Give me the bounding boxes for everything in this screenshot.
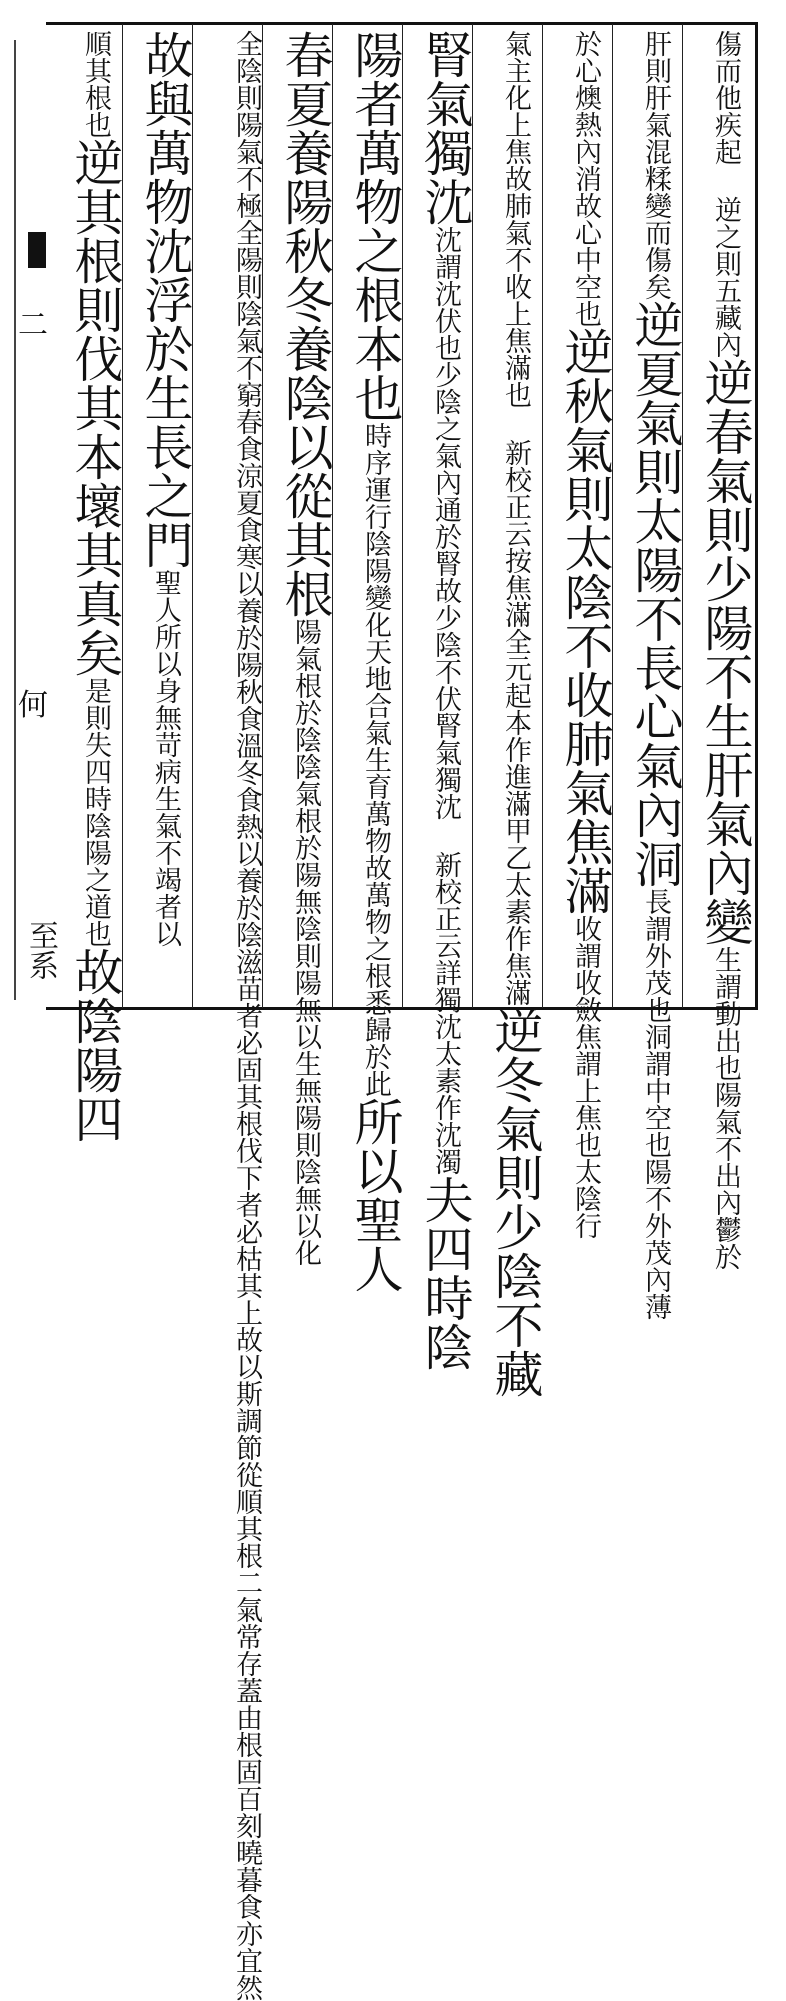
- main-text: 春夏養陽秋冬養陰以從其根: [277, 30, 334, 618]
- text-column: [266, 30, 334, 1266]
- commentary-text: 聖人所以身無苛病生氣不竭者以: [150, 569, 181, 947]
- text-column: [196, 30, 262, 2001]
- text-column: [56, 30, 124, 1143]
- margin-mark-top: 二: [18, 308, 48, 343]
- main-text: 故陰陽四: [67, 947, 124, 1143]
- text-column: [126, 30, 194, 1002]
- commentary-text: 於心燠熱內消故心中空也: [570, 30, 601, 327]
- main-text: 所以聖人: [347, 1097, 404, 1293]
- column-rule: [262, 24, 263, 1008]
- commentary-text: 全陰則陽氣不極全陽則陰氣不窮春食涼夏食寒以養於陽秋食溫冬食熱以養於陰滋苗者必固其根伐下者必枯其上故以斯調節從順其根二氣常存蓋由根固百刻曉暮食亦宜然: [231, 30, 262, 2001]
- main-text: 逆其根則伐其本壞其真矣: [67, 138, 124, 677]
- commentary-text: 肝則肝氣混糅變而傷矣: [640, 30, 671, 300]
- page-fore-edge: [0, 0, 58, 1036]
- fore-edge-line: [14, 40, 16, 1000]
- commentary-text: 傷而他疾起 逆之則五藏內: [710, 30, 741, 358]
- text-column: [616, 30, 684, 1320]
- main-text: 逆夏氣則太陽不長心氣內洞: [627, 300, 684, 888]
- text-column: [546, 30, 614, 1239]
- main-text: 逆冬氣則少陰不藏: [487, 1006, 544, 1398]
- commentary-text: 陽氣根於陰陰氣根於陽無陰則陽無以生無陽則陰無以化: [290, 618, 321, 1266]
- commentary-text: 時序運行陰陽變化天地合氣生育萬物故萬物之根悉歸於此: [360, 422, 391, 1097]
- text-column: [476, 30, 544, 1398]
- fore-edge-black-tab: [28, 232, 46, 268]
- commentary-text: 順其根也: [80, 30, 111, 138]
- commentary-text: 是則失四時陰陽之道也: [80, 677, 111, 947]
- main-text: 夫四時陰: [417, 1175, 474, 1371]
- commentary-text: 沈謂沈伏也少陰之氣內通於腎故少陰不伏腎氣獨沈 新校正云詳獨沈太素作沈濁: [430, 226, 461, 1175]
- main-text: 腎氣獨沈: [417, 30, 474, 226]
- commentary-text: 氣主化上焦故肺氣不收上焦滿也 新校正云按焦滿全元起本作進滿甲乙太素作焦滿: [500, 30, 531, 1006]
- text-column: [406, 30, 474, 1371]
- margin-mark-bottom: 至系: [23, 920, 58, 980]
- main-text: 故與萬物沈浮於生長之門: [137, 30, 194, 569]
- main-text: 陽者萬物之根本也: [347, 30, 404, 422]
- main-text: 逆秋氣則太陰不收肺氣焦滿: [557, 327, 614, 915]
- margin-mark-mid: 何: [18, 688, 48, 723]
- text-column: [686, 30, 754, 1270]
- main-text: 逆春氣則少陽不生肝氣內變: [697, 358, 754, 946]
- commentary-text: 長謂外茂也洞謂中空也陽不外茂內薄: [640, 888, 671, 1320]
- text-column: [336, 30, 404, 1293]
- commentary-text: 收謂收斂焦謂上焦也太陰行: [570, 915, 601, 1239]
- commentary-text: 生謂動出也陽氣不出內鬱於: [710, 946, 741, 1270]
- column-rule: [542, 24, 543, 1008]
